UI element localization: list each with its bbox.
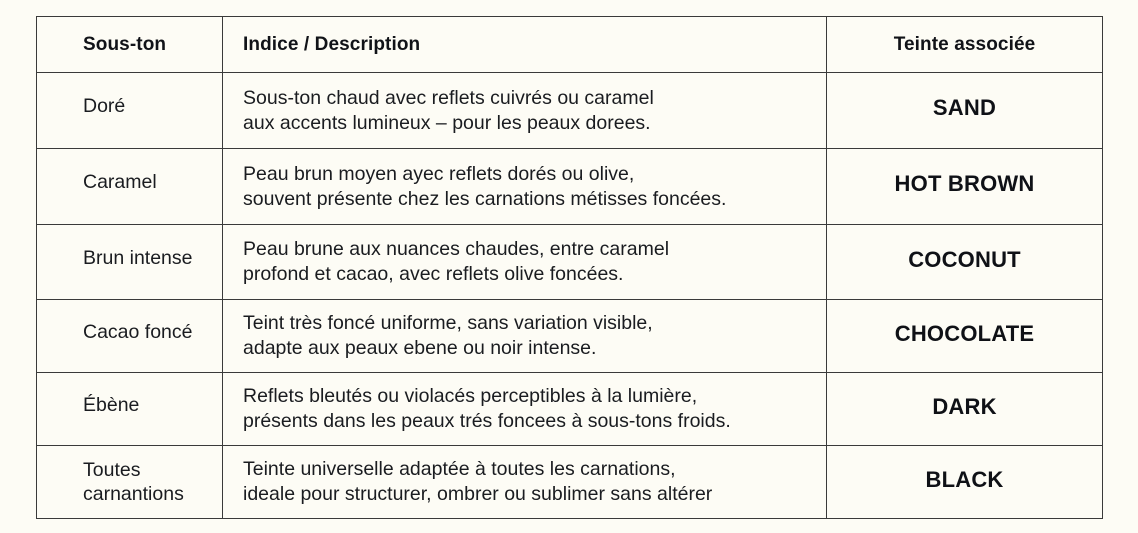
description-line: Sous-ton chaud avec reflets cuivrés ou caramel bbox=[243, 86, 654, 109]
header-description: Indice / Description bbox=[223, 17, 827, 73]
description-line: Teinte universelle adaptée à toutes les carnations, bbox=[243, 458, 676, 480]
undertone-shade-table bbox=[36, 16, 1103, 519]
description-line: ideale pour structurer, ombrer ou sublimer sans altérer bbox=[243, 483, 713, 505]
description-cell bbox=[223, 149, 827, 225]
shade-cell: BLACK bbox=[827, 446, 1103, 519]
table-row bbox=[37, 300, 1103, 373]
table-row bbox=[37, 149, 1103, 225]
shade-cell: DARK bbox=[827, 373, 1103, 446]
table-header bbox=[37, 17, 1103, 73]
description-line: adapte aux peaux ebene ou noir intense. bbox=[243, 337, 597, 359]
shade-cell: HOT BROWN bbox=[827, 149, 1103, 225]
undertone-cell: Cacao foncé bbox=[37, 300, 223, 373]
description-line: présents dans les peaux trés foncees à sous-tons froids. bbox=[243, 410, 731, 432]
header-shade: Teinte associée bbox=[827, 17, 1103, 73]
undertone-line: carnantions bbox=[83, 483, 184, 505]
undertone-cell: Ébène bbox=[37, 373, 223, 446]
description-cell bbox=[223, 300, 827, 373]
undertone-cell: Doré bbox=[37, 73, 223, 149]
table-row bbox=[37, 225, 1103, 300]
table-body bbox=[37, 73, 1103, 519]
description-cell bbox=[223, 225, 827, 300]
description-cell bbox=[223, 373, 827, 446]
description-line: Peau brune aux nuances chaudes, entre caramel bbox=[243, 238, 670, 260]
description-line: Teint très foncé uniforme, sans variation visible, bbox=[243, 312, 653, 334]
header-undertone: Sous-ton bbox=[37, 17, 223, 73]
description-line: Peau brun moyen ayec reflets dorés ou olive, bbox=[243, 162, 635, 185]
shade-cell: SAND bbox=[827, 73, 1103, 149]
description-line: aux accents lumineux – pour les peaux dorees. bbox=[243, 111, 651, 134]
description-line: profond et cacao, avec reflets olive foncées. bbox=[243, 263, 624, 285]
header-row bbox=[37, 17, 1103, 73]
table-row bbox=[37, 446, 1103, 519]
shade-cell: COCONUT bbox=[827, 225, 1103, 300]
description-cell bbox=[223, 73, 827, 149]
table-row bbox=[37, 373, 1103, 446]
description-cell bbox=[223, 446, 827, 519]
undertone-cell bbox=[37, 446, 223, 519]
description-line: souvent présente chez les carnations métisses foncées. bbox=[243, 187, 727, 210]
undertone-cell: Caramel bbox=[37, 149, 223, 225]
table-row bbox=[37, 73, 1103, 149]
shade-cell: CHOCOLATE bbox=[827, 300, 1103, 373]
undertone-cell: Brun intense bbox=[37, 225, 223, 300]
undertone-line: Toutes bbox=[83, 459, 141, 481]
description-line: Reflets bleutés ou violacés perceptibles à la lumière, bbox=[243, 385, 698, 407]
